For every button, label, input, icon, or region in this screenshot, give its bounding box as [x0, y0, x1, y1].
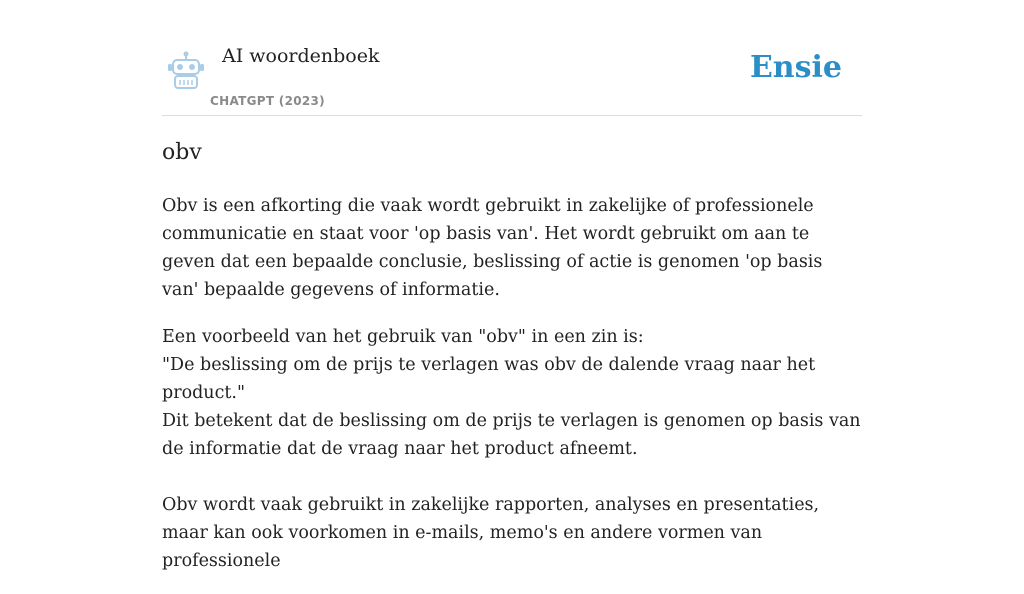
blank-line — [162, 463, 862, 491]
example-block — [162, 323, 862, 575]
entry-term: obv — [162, 140, 202, 165]
robot-icon — [166, 51, 206, 89]
source-name-link[interactable]: AI woordenboek — [222, 45, 380, 67]
entry-header — [162, 0, 862, 116]
usage-paragraph: Obv wordt vaak gebruikt in zakelijke rapporten, analyses en presentaties, maar kan ook voorkomen in e-mails, memo's en andere vormen van professionele — [162, 495, 820, 571]
example-sentence: "De beslissing om de prijs te verlagen was obv de dalende vraag naar het product." — [162, 355, 816, 403]
definition-paragraph: Obv is een afkorting die vaak wordt gebruikt in zakelijke of professionele communicatie en staat voor 'op basis van'. Het wordt gebruikt om aan te geven dat een bepaalde conclusie, beslissing of actie is genomen 'op basis van' bepaalde gegevens of informatie. — [162, 196, 823, 300]
source-meta: CHATGPT (2023) — [210, 94, 325, 108]
ensie-logo[interactable]: Ensie — [749, 50, 842, 85]
example-explanation: Dit betekent dat de beslissing om de prijs te verlagen is genomen op basis van de informatie dat de vraag naar het product afneemt. — [162, 411, 861, 459]
page — [162, 0, 862, 571]
example-intro: Een voorbeeld van het gebruik van "obv" in een zin is: — [162, 327, 644, 347]
entry-definition — [162, 192, 862, 594]
